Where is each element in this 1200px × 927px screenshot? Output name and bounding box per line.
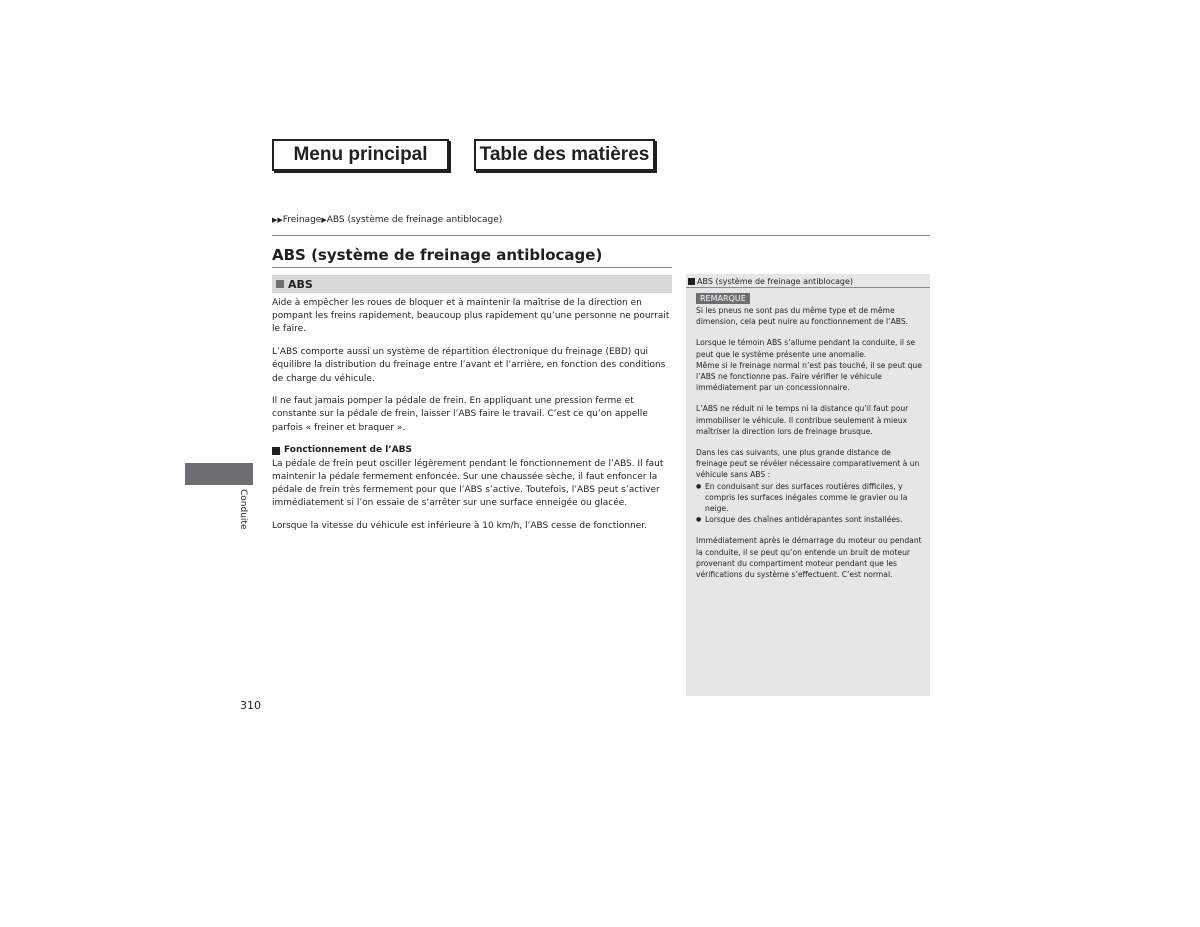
note-paragraph: Si les pneus ne sont pas du même type et de même dimension, cela peut nuire au fonctionnement de l’ABS. xyxy=(696,306,909,327)
note-text: Lorsque le témoin ABS s’allume pendant la conduite, il se peut que le système présente une anomalie. xyxy=(696,338,916,359)
breadcrumb-item[interactable]: Freinage xyxy=(282,215,322,225)
note-divider xyxy=(686,287,930,288)
note-paragraph: L’ABS ne réduit ni le temps ni la distance qu’il faut pour immobiliser le véhicule. Il contribue seulement à mieux maîtriser la direction lors de freinage brusque. xyxy=(696,404,909,436)
body-paragraph: La pédale de frein peut osciller légèrement pendant le fonctionnement de l’ABS. Il faut maintenir la pédale fermement enfoncée. Sur une chaussée sèche, il faut enfoncer la pédale de frein très fermement pour que l’ABS s’active. Toutefois, l’ABS peut s’activer immédiatement si l’on essaie de s’arrêter sur une surface enneigée ou glacée. xyxy=(272,458,664,509)
body-paragraph: Lorsque la vitesse du véhicule est inférieure à 10 km/h, l’ABS cesse de fonctionner. xyxy=(272,520,648,531)
page-title: ABS (système de freinage antiblocage) xyxy=(272,246,603,264)
note-header-title: ABS (système de freinage antiblocage) xyxy=(697,276,854,286)
page-number: 310 xyxy=(240,699,261,712)
breadcrumb-item[interactable]: ABS (système de freinage antiblocage) xyxy=(326,215,503,225)
breadcrumb-arrow-icon: ▶ xyxy=(321,216,327,224)
subsection-title: Fonctionnement de l’ABS xyxy=(284,445,413,456)
chapter-tab[interactable] xyxy=(185,463,253,485)
section-title: ABS xyxy=(288,277,313,291)
note-bullet-list xyxy=(696,481,924,526)
title-divider xyxy=(272,267,672,268)
main-content xyxy=(272,297,674,543)
note-panel xyxy=(686,274,930,696)
chapter-tab-label: Conduite xyxy=(238,489,248,530)
square-bullet-icon xyxy=(276,280,284,288)
body-paragraph: L’ABS comporte aussi un système de répartition électronique du freinage (EBD) qui équilibre la distribution du freinage entre l’avant et l’arrière, en fonction des conditions de charge du véhicule. xyxy=(272,347,666,384)
body-paragraph: Aide à empêcher les roues de bloquer et à maintenir la maîtrise de la direction en pompant les freins rapidement, beaucoup plus rapidement qu’une personne ne pourrait le faire. xyxy=(272,298,670,335)
note-badge: REMARQUE xyxy=(696,293,750,304)
main-menu-button[interactable]: Menu principal xyxy=(272,139,449,171)
note-link-icon xyxy=(688,278,695,285)
breadcrumb xyxy=(272,215,502,225)
note-body xyxy=(696,305,924,590)
note-paragraph xyxy=(696,337,924,393)
note-header xyxy=(686,274,930,288)
subsection-heading xyxy=(272,444,674,457)
note-paragraph: Immédiatement après le démarrage du moteur ou pendant la conduite, il se peut qu’on entende un bruit de moteur provenant du compartiment moteur pendant que les vérifications du système s’effectuent. C’est normal. xyxy=(696,536,922,580)
table-of-contents-button[interactable]: Table des matières xyxy=(474,139,655,171)
list-item: ● En conduisant sur des surfaces routières difficiles, y compris les surfaces inégales comme le gravier ou la neige. xyxy=(696,481,924,515)
list-item: ● Lorsque des chaînes antidérapantes sont installées. xyxy=(696,514,924,525)
body-paragraph: Il ne faut jamais pomper la pédale de frein. En appliquant une pression ferme et constante sur la pédale de frein, laisser l’ABS faire le travail. C’est ce qu’on appelle parfois « freiner et braquer ». xyxy=(272,396,648,433)
header-divider xyxy=(272,235,930,236)
square-bullet-icon xyxy=(272,447,280,455)
breadcrumb-arrow-icon: ▶▶ xyxy=(272,216,283,224)
note-paragraph: Dans les cas suivants, une plus grande distance de freinage peut se révéler nécessaire comparativement à un véhicule sans ABS : xyxy=(696,448,920,480)
section-header xyxy=(272,275,672,293)
note-text: Même si le freinage normal n’est pas touché, il se peut que l’ABS ne fonctionne pas. Faire vérifier le véhicule immédiatement par un concessionnaire. xyxy=(696,360,922,393)
